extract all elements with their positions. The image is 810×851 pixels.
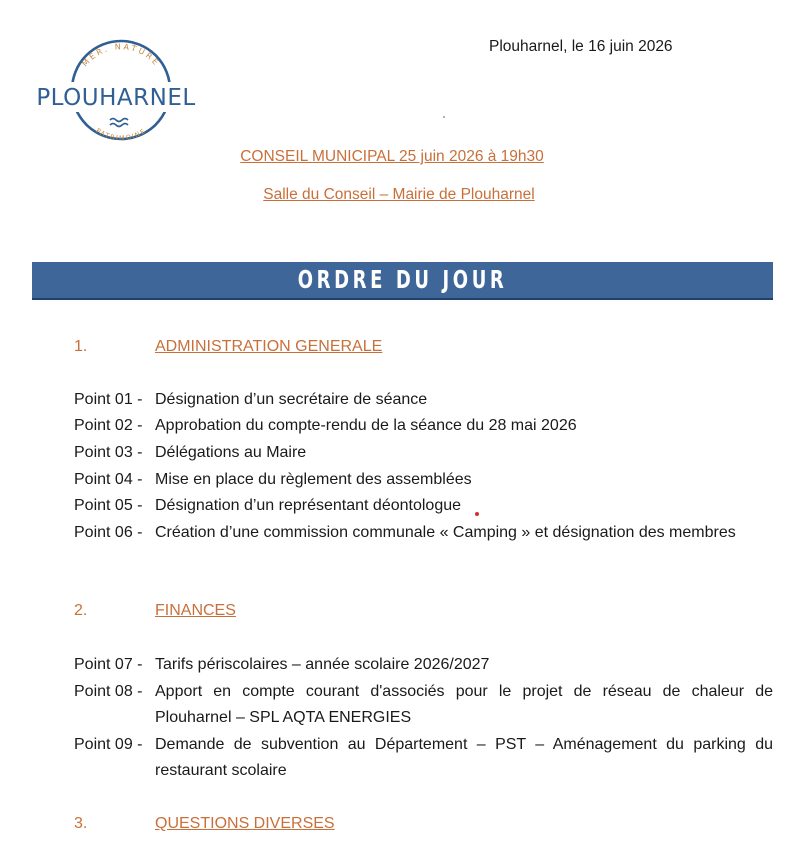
point-label: Point 07 - xyxy=(74,656,143,673)
point-text: Approbation du compte-rendu de la séance du 28 mai 2026 xyxy=(155,417,577,434)
point-label: Point 04 - xyxy=(74,471,143,488)
point-text: Tarifs périscolaires – année scolaire 2026/2027 xyxy=(155,656,490,673)
red-ink-mark xyxy=(475,512,479,516)
svg-text:PATRIMOINE xyxy=(94,127,147,143)
point-text: Apport en compte courant d'associés pour le projet de réseau de chaleur de Plouharnel – SPL AQTA ENERGIES xyxy=(155,683,773,726)
point-label: Point 02 - xyxy=(74,417,143,434)
point-label: Point 08 - xyxy=(74,683,143,700)
point-text: Création d’une commission communale « Camping » et désignation des membres xyxy=(155,524,736,541)
section-number: 3. xyxy=(74,815,88,832)
point-label: Point 03 - xyxy=(74,444,143,461)
section-title: QUESTIONS DIVERSES xyxy=(155,815,335,832)
agenda-banner-title: ORDRE DU JOUR xyxy=(297,265,508,294)
council-meeting-title: CONSEIL MUNICIPAL 25 juin 2026 à 19h30 xyxy=(240,148,544,165)
point-label: Point 01 - xyxy=(74,391,143,408)
point-text: Demande de subvention au Département – PST – Aménagement du parking du restaurant scolaire xyxy=(155,736,773,779)
point-label: Point 06 - xyxy=(74,524,143,541)
section-title: ADMINISTRATION GENERALE xyxy=(155,338,383,355)
logo-top-text: MER. NATURE xyxy=(80,42,162,69)
agenda-banner xyxy=(32,262,773,300)
document-date: Plouharnel, le 16 juin 2026 xyxy=(489,38,673,55)
point-label: Point 05 - xyxy=(74,497,143,514)
logo-bottom-text: PATRIMOINE xyxy=(94,126,148,143)
point-text: Délégations au Maire xyxy=(155,444,307,461)
section-number: 2. xyxy=(74,602,88,619)
plouharnel-logo xyxy=(30,32,200,162)
section-title: FINANCES xyxy=(155,602,236,619)
svg-text:MER. NATURE xyxy=(80,42,161,68)
scan-speck xyxy=(443,116,445,118)
point-text: Désignation d’un représentant déontologue xyxy=(155,497,462,514)
section-number: 1. xyxy=(74,338,88,355)
meeting-location: Salle du Conseil – Mairie de Plouharnel xyxy=(263,186,535,203)
point-text: Désignation d’un secrétaire de séance xyxy=(155,391,428,408)
point-label: Point 09 - xyxy=(74,736,143,753)
point-text: Mise en place du règlement des assemblées xyxy=(155,471,472,488)
logo-name: PLOUHARNEL xyxy=(36,85,196,111)
